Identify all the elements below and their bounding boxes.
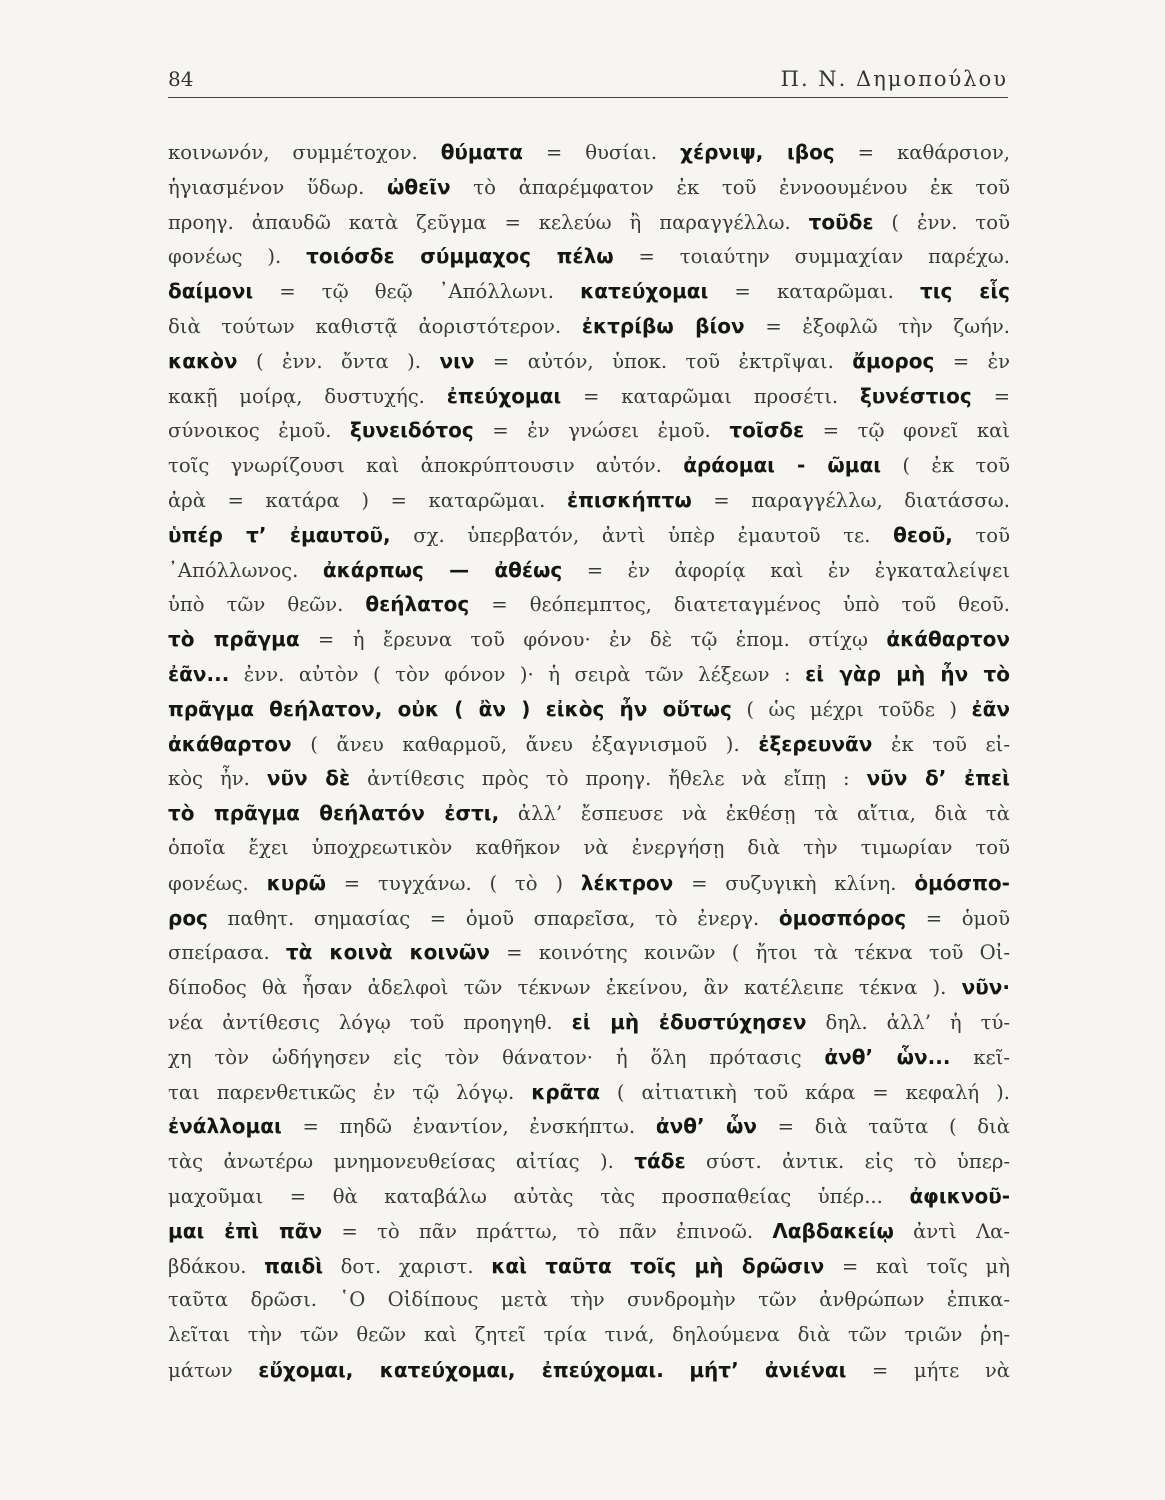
lemma-term: κυρῶ	[266, 870, 326, 895]
text-line	[168, 309, 1010, 344]
lemma-term: κακὸν	[168, 348, 238, 373]
lemma-term: λέκτρον	[580, 870, 674, 895]
gloss-text: ( ἐνν. τοῦ	[873, 210, 1010, 234]
lemma-term: ἐνάλλομαι	[168, 1114, 282, 1139]
lemma-term: δαίμονι	[168, 279, 254, 304]
gloss-text: τοῦ	[952, 523, 1010, 547]
lemma-term: ἀνθ’ ὧν	[655, 1114, 757, 1139]
text-line	[168, 727, 1010, 762]
text-line	[168, 1040, 1010, 1075]
gloss-text: τὸ ἀπαρέμφατον ἐκ τοῦ ἐννοουμένου ἐκ τοῦ	[450, 175, 1010, 199]
gloss-text: προηγ. ἀπαυδῶ κατὰ ζεῦγμα = κελεύω ἢ παραγγέλλω.	[168, 210, 809, 234]
gloss-text: κὸς ἦν.	[168, 767, 267, 791]
gloss-text: τοῖς γνωρίζουσι καὶ ἀποκρύπτουσιν αὐτόν.	[168, 454, 684, 478]
lemma-term: ἐπεύχομαι	[446, 383, 562, 408]
lemma-term: τις εἷς	[919, 279, 1010, 304]
gloss-text: λεῖται τὴν τῶν θεῶν καὶ ζητεῖ τρία τινά, δηλούμενα διὰ τῶν τριῶν ῥη-	[168, 1323, 1010, 1347]
gloss-text: ὁποῖα ἔχει ὑποχρεωτικὸν καθῆκον νὰ ἐνεργήσῃ διὰ τὴν τιμωρίαν τοῦ	[168, 835, 1010, 859]
lemma-term: τοῖσδε	[729, 418, 805, 443]
gloss-text: = καταρῶμαι.	[708, 280, 920, 304]
gloss-text: ( ἄνευ καθαρμοῦ, ἄνευ ἐξαγνισμοῦ ).	[291, 732, 759, 756]
gloss-text: ἐκ τοῦ εἰ-	[872, 732, 1010, 756]
gloss-text: = καὶ τοῖς μὴ	[824, 1254, 1010, 1278]
text-line	[168, 379, 1010, 414]
gloss-text: ται παρενθετικῶς ἐν τῷ λόγῳ.	[168, 1080, 532, 1104]
gloss-text: = καθάρσιον,	[834, 141, 1010, 164]
lemma-term: εἰ μὴ ἐδυστύχησεν	[571, 1009, 807, 1034]
text-line	[168, 622, 1010, 657]
gloss-text: ὑπὸ τῶν θεῶν.	[168, 593, 366, 617]
text-line	[168, 657, 1010, 692]
lemma-term: τοῦδε	[808, 209, 874, 234]
gloss-text: χη τὸν ὡδήγησεν εἰς τὸν θάνατον· ἡ ὅλη πρότασις	[168, 1045, 825, 1069]
gloss-text: ἐνν. αὐτὸν ( τὸν φόνον )· ἡ σειρὰ τῶν λέξεων :	[229, 662, 806, 686]
text-line	[168, 170, 1010, 205]
page-header	[168, 58, 1008, 98]
lemma-term: ἀράομαι - ῶμαι	[683, 453, 882, 478]
lemma-term: εὔχομαι, κατεύχομαι, ἐπεύχομαι.	[258, 1357, 664, 1382]
gloss-text: ( ὡς μέχρι τοῦδε )	[731, 697, 972, 721]
gloss-text: σχ. ὑπερβατόν, ἀντὶ ὑπὲρ ἐμαυτοῦ τε.	[390, 523, 894, 547]
text-line	[168, 1353, 1010, 1388]
lemma-term: ξυνέστιος	[859, 383, 972, 408]
gloss-text: ἀρὰ = κατάρα ) = καταρῶμαι.	[168, 488, 567, 512]
lemma-term: ἐξερευνᾶν	[758, 731, 873, 756]
text-line	[168, 1075, 1010, 1110]
gloss-text: = ἐν γνώσει ἐμοῦ.	[473, 419, 730, 443]
gloss-text: βδάκου.	[168, 1254, 265, 1278]
lemma-term: ὑπέρ τ’ ἐμαυτοῦ,	[168, 522, 391, 547]
gloss-text: φονέως.	[168, 871, 267, 895]
gloss-text: = μήτε νὰ	[846, 1358, 1010, 1382]
gloss-text: = ἐξοφλῶ τὴν ζωήν.	[744, 314, 1010, 338]
lemma-term: ἀνθ’ ὧν...	[824, 1044, 951, 1069]
lemma-term: νιν	[439, 348, 475, 373]
gloss-text: φονέως ).	[168, 245, 307, 269]
text-line	[168, 274, 1010, 309]
gloss-text: διὰ τούτων καθιστᾷ ἀοριστότερον.	[168, 314, 582, 338]
lemma-term: ἐᾶν...	[168, 661, 230, 686]
text-line	[168, 205, 1010, 240]
gloss-text: = θυσίαι.	[522, 141, 681, 164]
gloss-text: = τυγχάνω. ( τὸ )	[325, 871, 581, 895]
lemma-term: ἄμορος	[852, 348, 935, 373]
lemma-term: ἀκάθαρτον	[886, 627, 1010, 652]
lemma-term: ἀφικνοῦ-	[909, 1183, 1010, 1208]
text-line	[168, 796, 1010, 831]
gloss-text	[664, 1359, 690, 1382]
gloss-text: = ἐν	[934, 349, 1010, 373]
gloss-text: ( ἐκ τοῦ	[881, 454, 1010, 478]
text-line	[168, 448, 1010, 483]
text-line	[168, 1109, 1010, 1144]
gloss-text: ἡγιασμένον ὕδωρ.	[168, 175, 387, 199]
lemma-term: τοιόσδε σύμμαχος πέλω	[306, 244, 614, 269]
text-line	[168, 1249, 1010, 1284]
gloss-text: = τῷ θεῷ ᾿Απόλλωνι.	[253, 280, 581, 304]
gloss-text: = θεόπεμπτος, διατεταγμένος ὑπὸ τοῦ θεοῦ.	[469, 593, 1010, 617]
gloss-text: δοτ. χαριστ.	[323, 1254, 492, 1278]
gloss-text: = ἐν ἀφορίᾳ καὶ ἐν ἐγκαταλείψει	[562, 558, 1010, 582]
gloss-text: = διὰ ταῦτα ( διὰ	[756, 1115, 1010, 1139]
text-line	[168, 692, 1010, 727]
text-line	[168, 1283, 1010, 1318]
gloss-text: δηλ. ἀλλ’ ἡ τύ-	[806, 1010, 1010, 1034]
gloss-text: = πηδῶ ἐναντίον, ἐνσκήπτω.	[281, 1115, 656, 1139]
gloss-text: μάτων	[168, 1358, 259, 1382]
lemma-term: ἀκάρπως — ἀθέως	[322, 557, 563, 582]
gloss-text: = καταρῶμαι προσέτι.	[561, 384, 860, 408]
text-line	[168, 1179, 1010, 1214]
gloss-text: κακῇ μοίρᾳ, δυστυχής.	[168, 384, 447, 408]
gloss-text: = ὁμοῦ	[906, 906, 1010, 930]
lemma-term: μαι ἐπὶ πᾶν	[168, 1218, 323, 1243]
text-line	[168, 831, 1010, 866]
lemma-term: νῦν·	[961, 975, 1010, 1000]
text-line	[168, 761, 1010, 796]
text-line	[168, 866, 1010, 901]
lemma-term: ὁμόσπο-	[914, 870, 1010, 895]
text-line	[168, 1144, 1010, 1179]
lemma-term: ἐκτρίβω βίον	[581, 313, 745, 338]
gloss-text: =	[971, 384, 1010, 408]
lemma-term: ξυνειδότος	[350, 418, 474, 443]
text-line	[168, 553, 1010, 588]
gloss-text: ἀντὶ Λα-	[893, 1219, 1010, 1243]
gloss-text: δίποδος θὰ ἦσαν ἀδελφοὶ τῶν τέκνων ἐκείνου, ἂν κατέλειπε τέκνα ).	[168, 976, 962, 1000]
gloss-text: κεῖ-	[950, 1045, 1010, 1069]
lemma-term: θύματα	[440, 140, 523, 164]
page-number: 84	[168, 67, 194, 91]
lemma-term: παιδὶ	[264, 1253, 324, 1278]
text-line	[168, 970, 1010, 1005]
lemma-term: μήτ’ ἀνιέναι	[689, 1357, 847, 1382]
lemma-term: ἐπισκήπτω	[566, 487, 692, 512]
lemma-term: θεοῦ,	[893, 522, 953, 547]
commentary-text	[168, 135, 1010, 1388]
lemma-term: ὁμοσπόρος	[778, 905, 907, 930]
lemma-term: ἀκάθαρτον	[168, 731, 292, 756]
lemma-term: ρος	[168, 905, 208, 930]
text-line	[168, 1214, 1010, 1249]
text-line	[168, 901, 1010, 936]
gloss-text: σπείρασα.	[168, 941, 286, 965]
text-line	[168, 518, 1010, 553]
lemma-term: τὸ πρᾶγμα	[168, 627, 300, 652]
gloss-text: μαχοῦμαι = θὰ καταβάλω αὐτὰς τὰς προσπαθείας ὑπέρ...	[168, 1184, 910, 1208]
gloss-text: ( αἰτιατικὴ τοῦ κάρα = κεφαλή ).	[599, 1080, 1010, 1104]
text-line	[168, 344, 1010, 379]
gloss-text: ἀντίθεσις πρὸς τὸ προηγ. ἤθελε νὰ εἴπῃ :	[350, 767, 867, 791]
lemma-term: ἐᾶν	[971, 696, 1010, 721]
lemma-term: καὶ ταῦτα τοῖς μὴ δρῶσιν	[491, 1253, 825, 1278]
text-line	[168, 483, 1010, 518]
lemma-term: νῦν δὲ	[266, 766, 351, 791]
gloss-text: = κοινότης κοινῶν ( ἤτοι τὰ τέκνα τοῦ Οἰ-	[489, 941, 1010, 965]
lemma-term: χέρνιψ, ιβος	[680, 140, 835, 164]
lemma-term: τάδε	[634, 1149, 686, 1174]
text-line	[168, 587, 1010, 622]
text-line	[168, 1005, 1010, 1040]
lemma-term: τὸ πρᾶγμα θεήλατόν ἐστι,	[168, 801, 500, 826]
gloss-text: κοινωνόν, συμμέτοχον.	[168, 141, 441, 164]
text-line	[168, 935, 1010, 970]
gloss-text: τὰς ἀνωτέρω μνημονευθείσας αἰτίας ).	[168, 1150, 635, 1174]
lemma-term: νῦν δ’ ἐπεὶ	[866, 766, 1010, 791]
lemma-term: θεήλατος	[365, 592, 470, 617]
lemma-term: κατεύχομαι	[580, 279, 709, 304]
lemma-term: Λαβδακείῳ	[772, 1218, 894, 1243]
gloss-text: ταῦτα δρῶσι. ῾Ο Οἰδίπους μετὰ τὴν συνδρομὴν τῶν ἀνθρώπων ἐπικα-	[168, 1288, 1010, 1312]
gloss-text: = συζυγικὴ κλίνη.	[673, 871, 915, 895]
gloss-text: παθητ. σημασίας = ὁμοῦ σπαρεῖσα, τὸ ἐνεργ.	[207, 906, 779, 930]
gloss-text: ἀλλ’ ἔσπευσε νὰ ἐκθέσῃ τὰ αἴτια, διὰ τὰ	[499, 802, 1010, 826]
gloss-text: = παραγγέλλω, διατάσσω.	[691, 488, 1010, 512]
gloss-text: σύστ. ἀντικ. εἰς τὸ ὑπερ-	[685, 1150, 1010, 1174]
gloss-text: νέα ἀντίθεσις λόγῳ τοῦ προηγηθ.	[168, 1010, 572, 1034]
text-line	[168, 239, 1010, 274]
lemma-term: τὰ κοινὰ κοινῶν	[285, 940, 490, 965]
lemma-term: ὠθεῖν	[386, 174, 451, 199]
lemma-term: πρᾶγμα θεήλατον, οὐκ ( ἂν ) εἰκὸς ἦν οὕτως	[168, 696, 732, 721]
gloss-text: = ἡ ἔρευνα τοῦ φόνου· ἐν δὲ τῷ ἑπομ. στίχῳ	[299, 628, 887, 652]
gloss-text: = αὐτόν, ὑποκ. τοῦ ἐκτρῖψαι.	[474, 349, 853, 373]
gloss-text: σύνοικος ἐμοῦ.	[168, 419, 350, 443]
text-line	[168, 135, 1010, 170]
gloss-text: ( ἐνν. ὄντα ).	[237, 349, 440, 373]
text-line	[168, 413, 1010, 448]
text-line	[168, 1318, 1010, 1353]
lemma-term: κρᾶτα	[531, 1079, 600, 1104]
running-head: Π. Ν. Δημοπούλου	[780, 67, 1008, 91]
gloss-text: = τῷ φονεῖ καὶ	[804, 419, 1010, 443]
gloss-text: = τὸ πᾶν πράττω, τὸ πᾶν ἐπινοῶ.	[322, 1219, 773, 1243]
lemma-term: εἰ γὰρ μὴ ἦν τὸ	[805, 661, 1010, 686]
gloss-text: ᾿Απόλλωνος.	[168, 558, 323, 582]
gloss-text: = τοιαύτην συμμαχίαν παρέχω.	[613, 245, 1010, 269]
